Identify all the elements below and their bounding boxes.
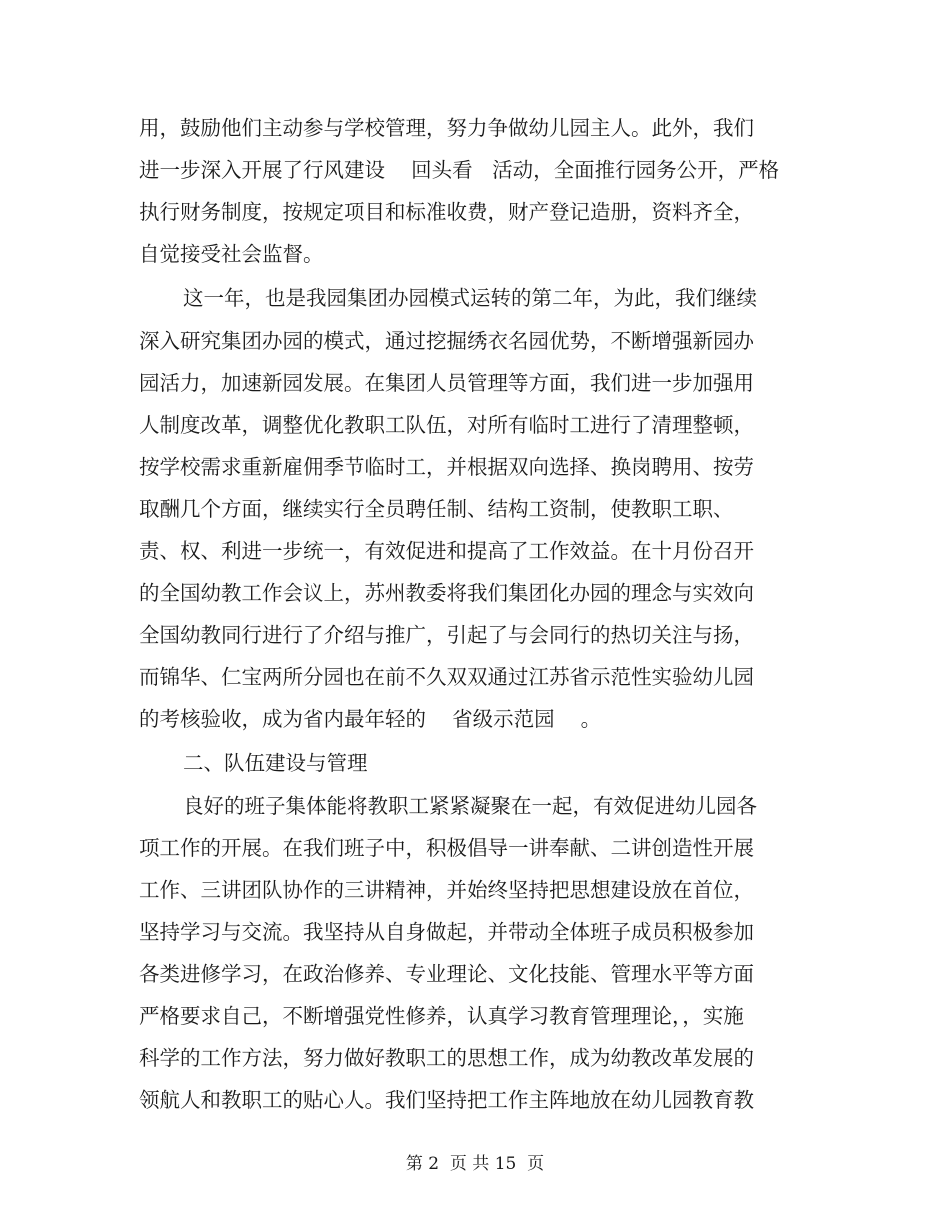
text-line: 的考核验收，成为省内最年轻的 省级示范园 。 (139, 707, 602, 731)
text-line: 进一步深入开展了行风建设 回头看 活动，全面推行园务公开，严格 (139, 158, 780, 182)
text-line: 全国幼教同行进行了介绍与推广，引起了与会同行的热切关注与扬， (139, 623, 754, 647)
text-line: 园活力，加速新园发展。在集团人员管理等方面，我们进一步加强用 (139, 371, 754, 395)
text-line: 各类进修学习，在政治修养、专业理论、文化技能、管理水平等方面 (139, 962, 754, 986)
text-line: 深入研究集团办园的模式，通过挖掘绣衣名园优势，不断增强新园办 (139, 329, 754, 353)
text-line: 良好的班子集体能将教职工紧紧凝聚在一起，有效促进幼儿园各 (183, 794, 757, 818)
text-line: 自觉接受社会监督。 (139, 242, 324, 266)
text-line: 责、权、利进一步统一，有效促进和提高了工作效益。在十月份召开 (139, 539, 754, 563)
section-heading: 二、队伍建设与管理 (183, 751, 368, 775)
text-line: 用，鼓励他们主动参与学校管理，努力争做幼儿园主人。此外，我们 (139, 116, 754, 140)
text-line: 按学校需求重新雇佣季节临时工，并根据双向选择、换岗聘用、按劳 (139, 455, 754, 479)
text-line: 的全国幼教工作会议上，苏州教委将我们集团化办园的理念与实效向 (139, 581, 754, 605)
text-line: 领航人和教职工的贴心人。我们坚持把工作主阵地放在幼儿园教育教 (139, 1088, 754, 1112)
text-line: 坚持学习与交流。我坚持从自身做起，并带动全体班子成员积极参加 (139, 920, 754, 944)
text-line: 严格要求自己，不断增强党性修养，认真学习教育管理理论，，实施 (139, 1004, 744, 1028)
text-line: 执行财务制度，按规定项目和标准收费，财产登记造册，资料齐全， (139, 200, 754, 224)
text-line: 项工作的开展。在我们班子中，积极倡导一讲奉献、二讲创造性开展 (139, 836, 754, 860)
text-line: 这一年，也是我园集团办园模式运转的第二年，为此，我们继续 (183, 286, 757, 310)
text-line: 人制度改革，调整优化教职工队伍，对所有临时工进行了清理整顿， (139, 413, 754, 437)
text-line: 工作、三讲团队协作的三讲精神，并始终坚持把思想建设放在首位， (139, 878, 754, 902)
page-number-footer: 第 2 页 共 15 页 (405, 1154, 545, 1174)
text-line: 科学的工作方法，努力做好教职工的思想工作，成为幼教改革发展的 (139, 1046, 754, 1070)
text-line: 取酬几个方面，继续实行全员聘任制、结构工资制，使教职工职、 (139, 497, 734, 521)
text-line: 而锦华、仁宝两所分园也在前不久双双通过江苏省示范性实验幼儿园 (139, 665, 754, 689)
